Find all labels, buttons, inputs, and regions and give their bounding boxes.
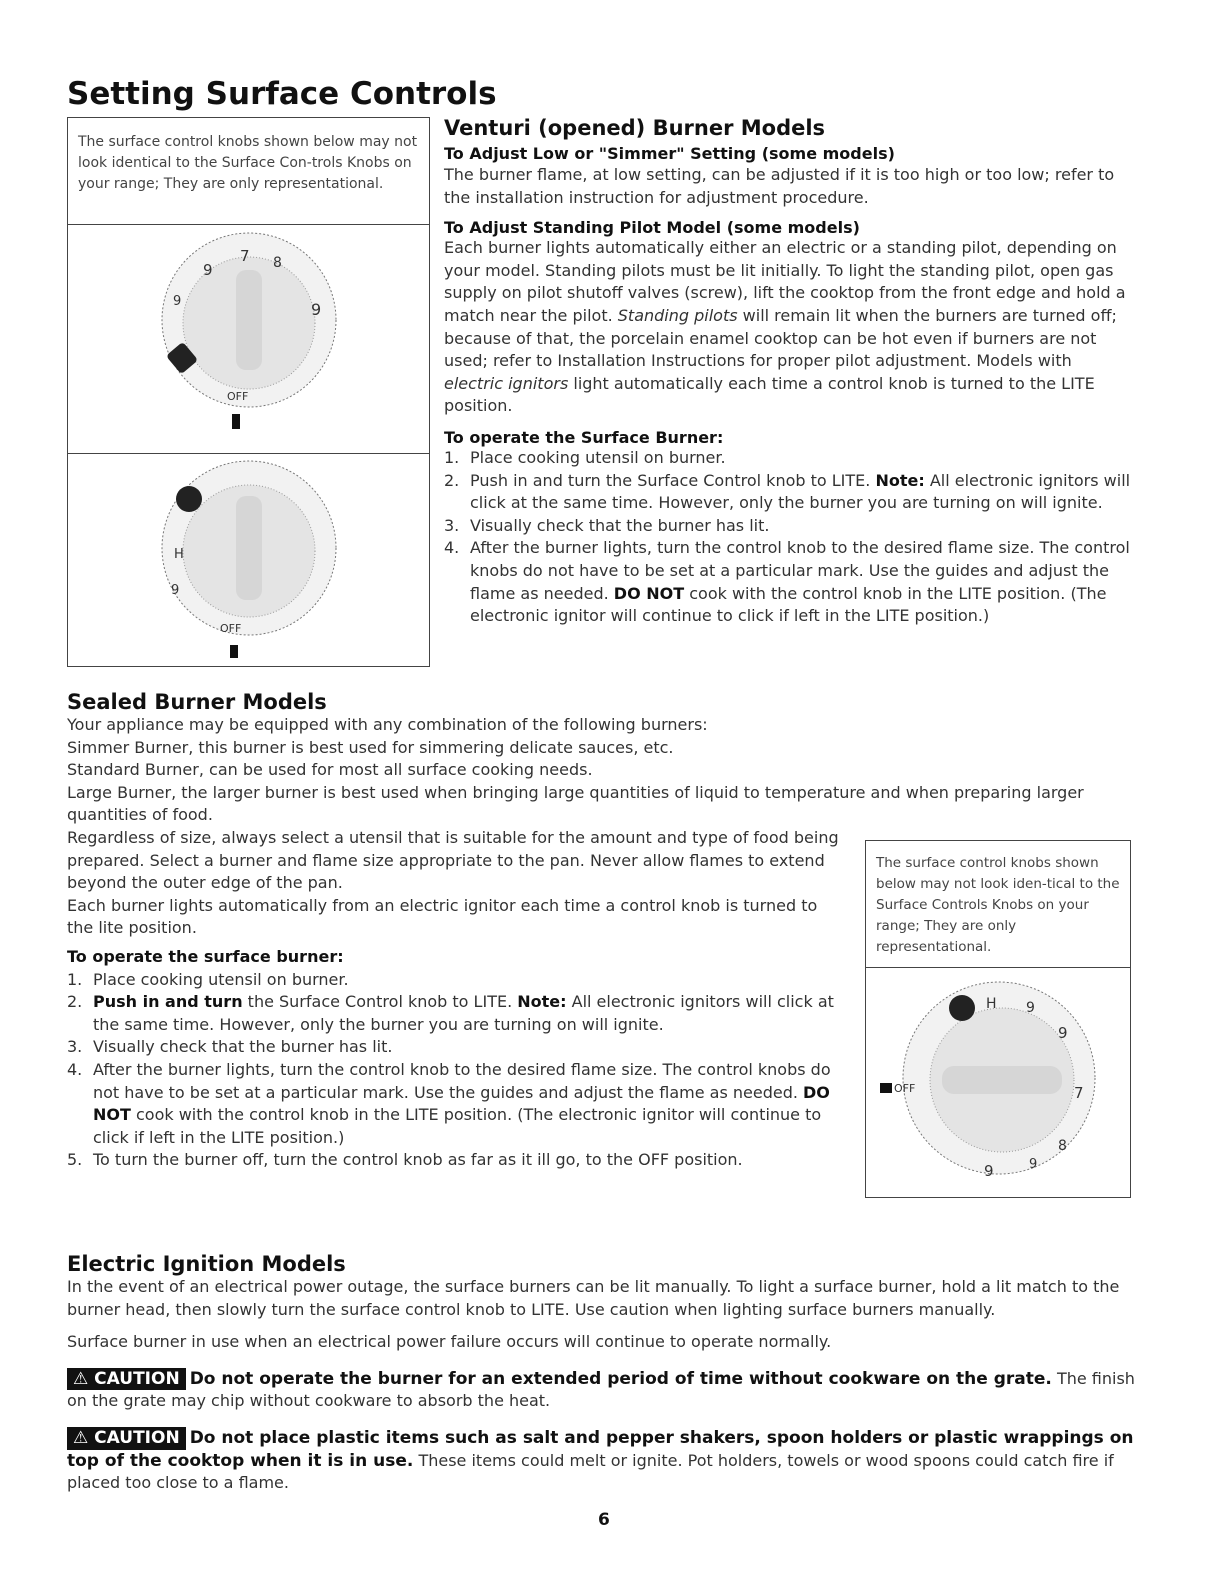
venturi-section (444, 116, 1134, 628)
venturi-steps-list (444, 447, 1134, 628)
svg-text:9: 9 (173, 294, 182, 309)
svg-text:9: 9 (984, 1162, 994, 1180)
sealed-line: Large Burner, the larger burner is best used when bringing large quantities of liquid to temperature and when preparing larger quantities of food. (67, 782, 1084, 825)
knob-illustration-box-left (67, 117, 430, 667)
lite-knob-icon (176, 486, 202, 512)
sealed-paragraph: Regardless of size, always select a utensil that is suitable for the amount and type of food being prepared. Select a burner and flame size appropriate to the pan. Never allow flames to extend beyond the outer edge of the pan. (67, 827, 839, 893)
svg-text:9: 9 (203, 261, 213, 279)
knob-cell-bottom (68, 453, 429, 680)
svg-text:7: 7 (240, 247, 250, 265)
svg-text:H: H (174, 547, 184, 562)
list-item: 1. Place cooking utensil on burner. (444, 447, 726, 467)
svg-text:9: 9 (311, 300, 322, 319)
sealed-line: Your appliance may be equipped with any combination of the following burners: (67, 715, 708, 734)
list-item: 1. Place cooking utensil on burner. (67, 969, 349, 989)
sealed-steps-list (67, 969, 847, 1172)
list-item: 3. Visually check that the burner has lit. (67, 1037, 393, 1057)
off-label: OFF (894, 1082, 916, 1095)
warning-icon: ⚠ (73, 1427, 89, 1448)
knob-indicator-mark (880, 1083, 892, 1093)
knob-cell-top (68, 224, 429, 453)
svg-text:8: 8 (273, 255, 282, 271)
svg-text:9: 9 (171, 583, 180, 598)
electric-section (67, 1252, 1137, 1495)
electric-paragraph: In the event of an electrical power outage, the surface burners can be lit manually. To light a surface burner, hold a lit match to the burner head, then slowly turn the surface control knob to LITE. Use caution when lighting surface burners manually. (67, 1277, 1120, 1319)
caution-badge: ⚠ CAUTION (67, 1427, 186, 1450)
svg-text:9: 9 (1058, 1024, 1068, 1042)
knob-indicator-mark (232, 414, 240, 429)
control-knob-illustration (68, 225, 429, 453)
pilot-text: Each burner lights automatically either an electric or a standing pilot, depending on your model. Standing pilots must be lit initially. To light the standing pilot, open gas supply on pilot shutoff valves (screw), lift the cooktop from the front edge and hold a match near the pilot. Standing pilots will remain lit when the burners are turned off; because of that, the porcelain enamel cooktop can be hot even if burners are not used; refer to Installation Instructions for proper pilot adjustment. Models with electric ignitors light automatically each time a control knob is turned to the LITE position. (444, 238, 1126, 416)
svg-text:8: 8 (1058, 1138, 1067, 1154)
page-number: 6 (598, 1510, 610, 1530)
control-knob-illustration (68, 454, 429, 680)
off-label: OFF (220, 622, 242, 635)
svg-text:9: 9 (1026, 1000, 1035, 1016)
page-title: Setting Surface Controls (67, 76, 497, 112)
sealed-line: Simmer Burner, this burner is best used for simmering delicate sauces, etc. (67, 737, 674, 757)
sealed-line: Standard Burner, can be used for most all surface cooking needs. (67, 760, 593, 780)
warning-icon: ⚠ (73, 1368, 89, 1389)
knob-cell-right (866, 967, 1130, 1193)
knob-indicator-mark (230, 645, 238, 658)
svg-text:9: 9 (1029, 1157, 1038, 1172)
list-item: 5. To turn the burner off, turn the control knob as far as it ill go, to the OFF position. (67, 1150, 743, 1170)
simmer-text: The burner flame, at low setting, can be adjusted if it is too high or too low; refer to the installation instruction for adjustment procedure. (444, 165, 1115, 207)
electric-heading: Electric Ignition Models (67, 1252, 346, 1276)
list-item: 2. Push in and turn the Surface Control knob to LITE. Note: All electronic ignitors will click at the same time. However, only the burner you are turning on will ignite. (444, 470, 1131, 513)
svg-text:7: 7 (1074, 1084, 1084, 1102)
list-item: 3. Visually check that the burner has lit. (444, 515, 770, 535)
svg-text:H: H (986, 996, 997, 1012)
caution-note: ⚠ CAUTION Do not place plastic items such as salt and pepper shakers, spoon holders or plastic wrappings on top of the cooktop when it is in use. These items could melt or ignite. Pot holders, towels or wood spoons could catch fire if placed too close to a flame. (67, 1427, 1134, 1493)
sealed-paragraph: Each burner lights automatically from an electric ignitor each time a control knob is turned to the lite position. (67, 895, 818, 938)
electric-paragraph: Surface burner in use when an electrical power failure occurs will continue to operate normally. (67, 1332, 832, 1352)
caution-badge: ⚠ CAUTION (67, 1368, 186, 1391)
venturi-heading: Venturi (opened) Burner Models (444, 116, 826, 140)
control-knob-illustration (866, 968, 1130, 1193)
knob-caption-left: The surface control knobs shown below may not look identical to the Surface Con-trols Knobs on your range; They are only representational. (78, 134, 418, 192)
knob-illustration-box-right (865, 840, 1131, 1198)
sealed-operate-heading: To operate the surface burner: (67, 946, 344, 966)
simmer-heading: To Adjust Low or "Simmer" Setting (some models) (444, 144, 895, 163)
list-item: 4. After the burner lights, turn the control knob to the desired flame size. The control knobs do not have to be set at a particular mark. Use the guides and adjust the flame as needed. DO NOT cook with the control knob in the LITE position. (The electronic ignitor will continue to click if left in the LITE position.) (444, 538, 1130, 626)
list-item: 2. Push in and turn the Surface Control knob to LITE. Note: All electronic ignitors will click at the same time. However, only the burner you are turning on will ignite. (67, 992, 834, 1034)
lite-knob-icon (949, 995, 975, 1021)
off-label: OFF (227, 390, 249, 403)
pilot-heading: To Adjust Standing Pilot Model (some models) (444, 218, 860, 238)
operate-heading: To operate the Surface Burner: (444, 427, 724, 447)
sealed-heading: Sealed Burner Models (67, 690, 327, 714)
knob-caption-right: The surface control knobs shown below may not look iden-tical to the Surface Controls Knobs on your range; They are only representational. (876, 855, 1120, 955)
caution-note: ⚠ CAUTION Do not operate the burner for an extended period of time without cookware on the grate. The finish on the grate may chip without cookware to absorb the heat. (67, 1368, 1135, 1411)
list-item: 4. After the burner lights, turn the control knob to the desired flame size. The control knobs do not have to be set at a particular mark. Use the guides and adjust the flame as needed. DO NOT cook with the control knob in the LITE position. (The electronic ignitor will continue to click if left in the LITE position.) (67, 1059, 831, 1147)
